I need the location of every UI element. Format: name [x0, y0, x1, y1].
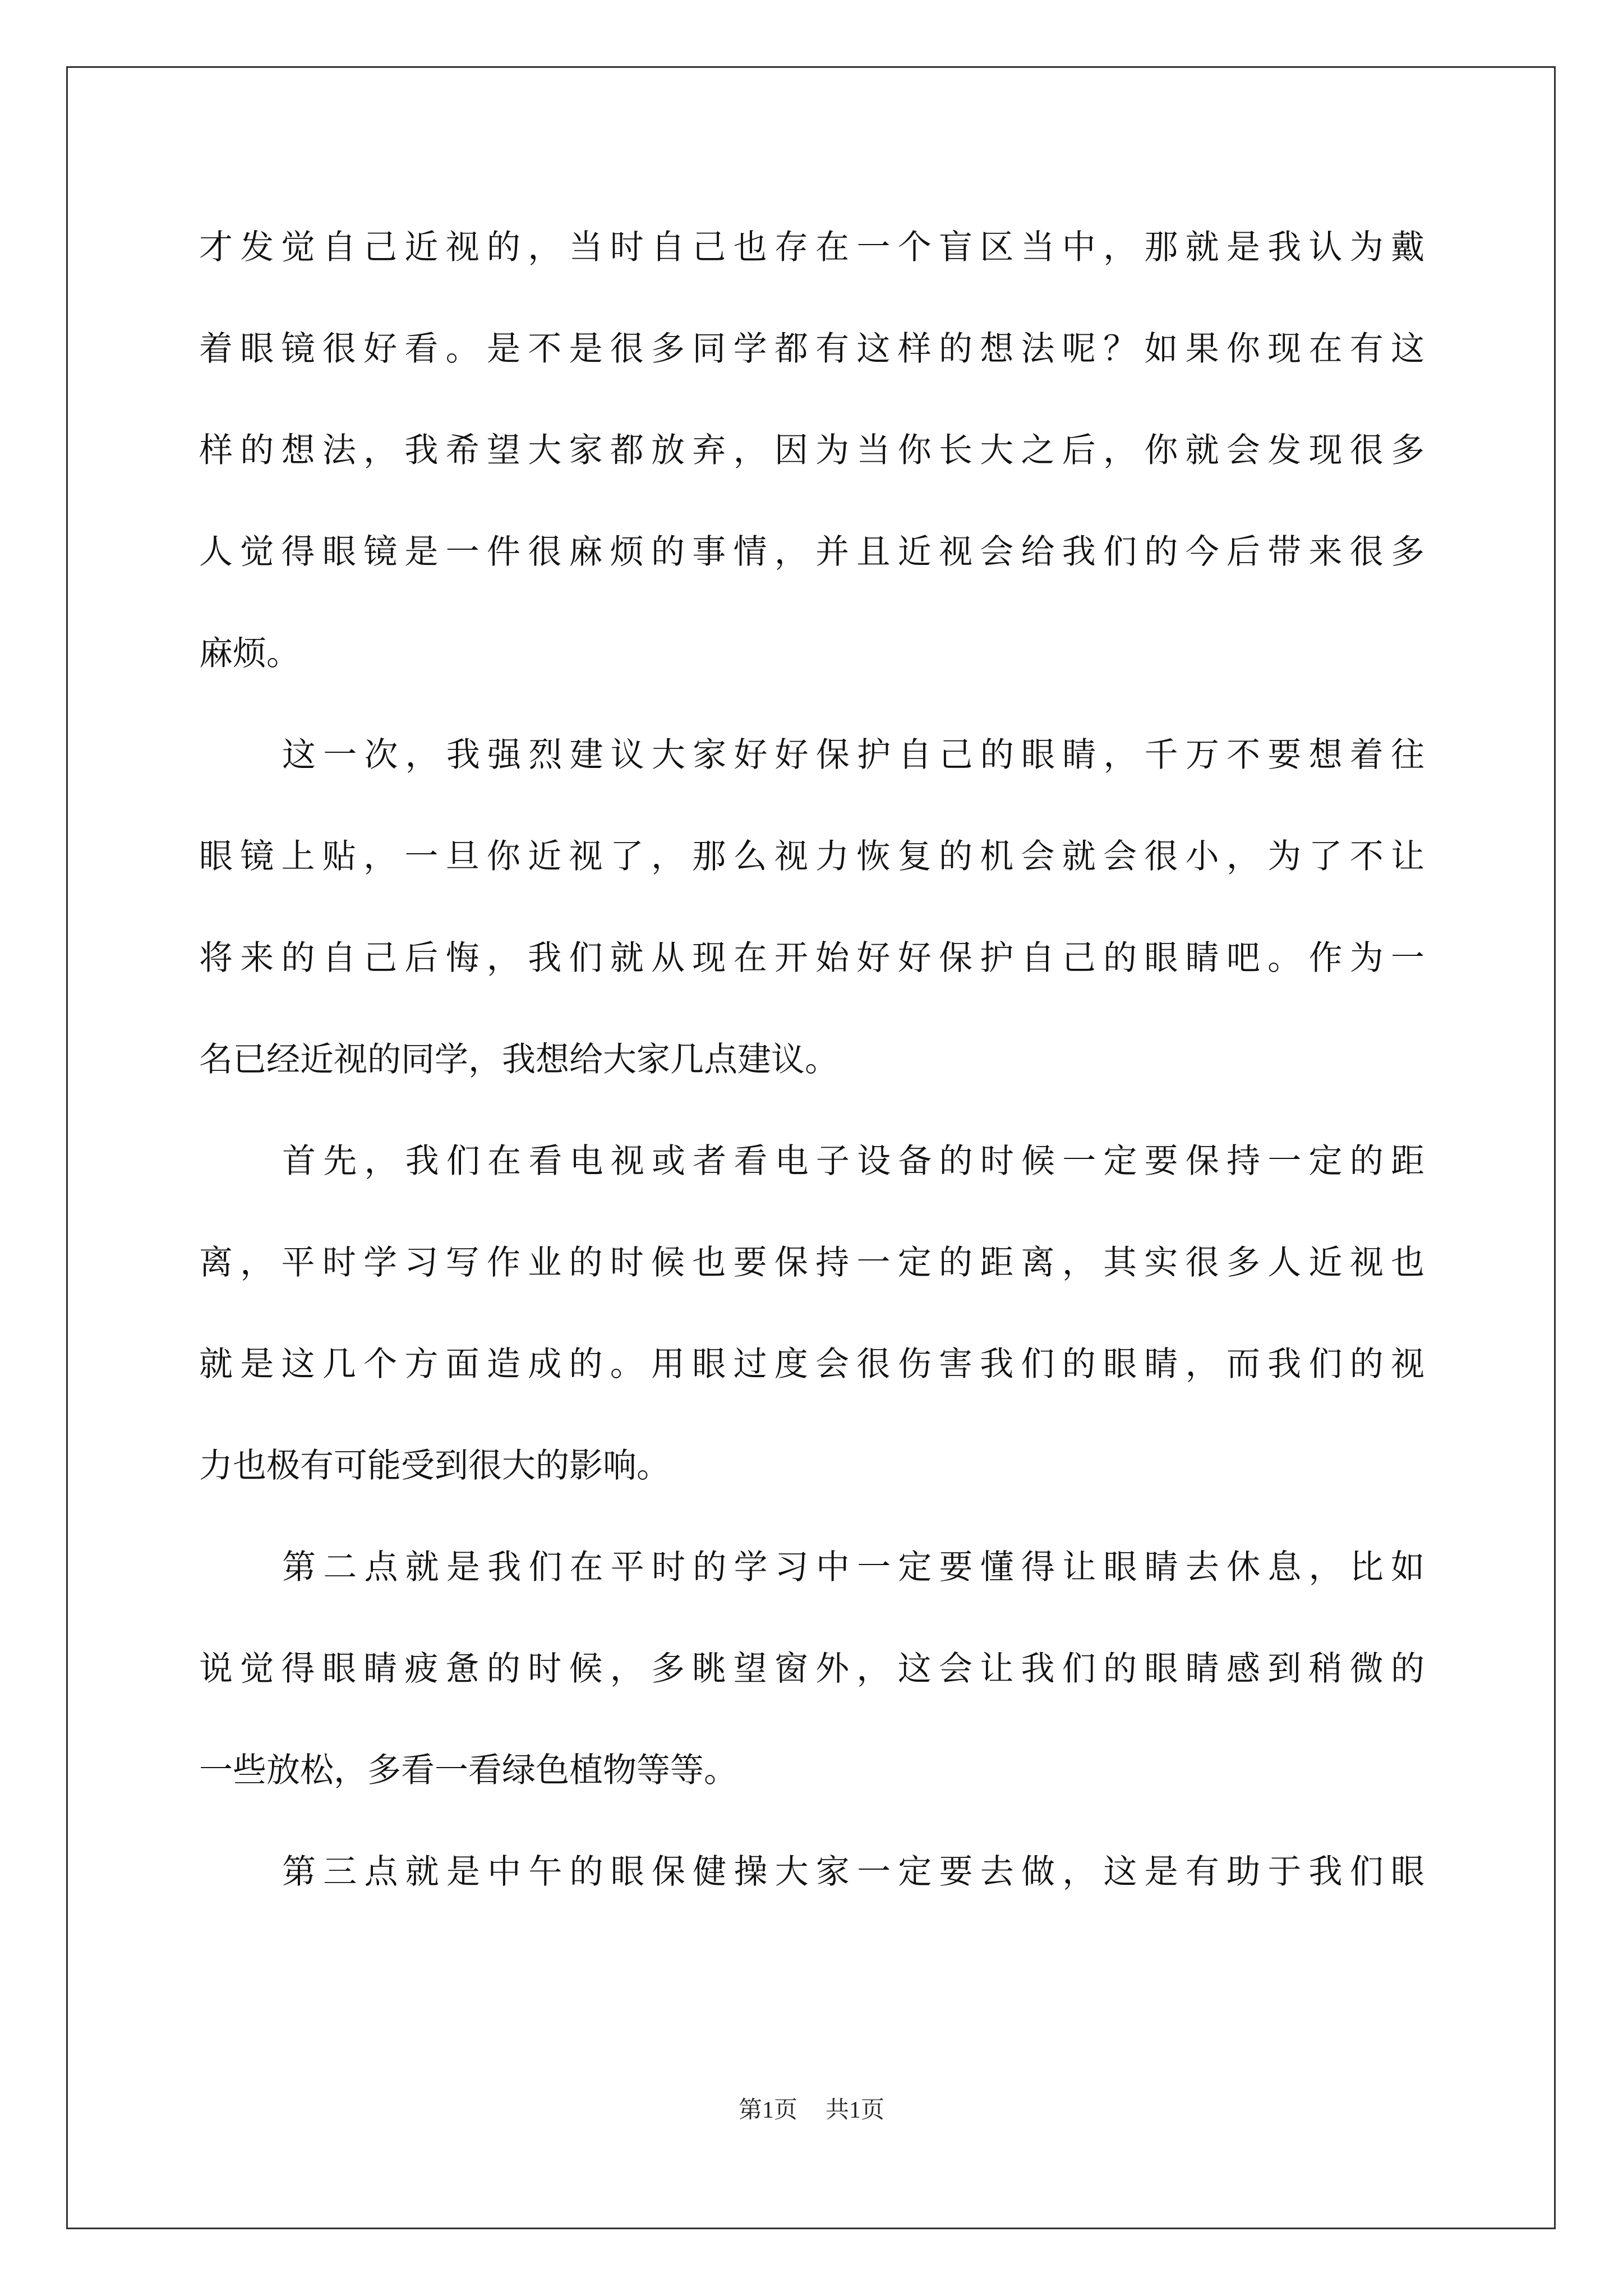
paragraph-line: 就是这几个方面造成的。用眼过度会很伤害我们的眼睛，而我们的视 [199, 1345, 1424, 1384]
paragraph-line: 首先，我们在看电视或者看电子设备的时候一定要保持一定的距 [282, 1142, 1424, 1181]
paragraph-5 [199, 1821, 1424, 1923]
paragraph-2 [199, 705, 1424, 1111]
paragraph-line: 一些放松，多看一看绿色植物等等。 [199, 1751, 737, 1790]
paragraph-line: 离，平时学习写作业的时候也要保持一定的距离，其实很多人近视也 [199, 1243, 1424, 1282]
page-number: 第1页 [738, 2097, 797, 2123]
paragraph-line: 人觉得眼镜是一件很麻烦的事情，并且近视会给我们的今后带来很多 [199, 532, 1424, 572]
paragraph-line: 力也极有可能受到很大的影响。 [199, 1446, 670, 1485]
paragraph-line: 样的想法，我希望大家都放弃，因为当你长大之后，你就会发现很多 [199, 431, 1424, 470]
page-footer [0, 2091, 1623, 2125]
paragraph-3 [199, 1111, 1424, 1517]
paragraph-1 [199, 197, 1424, 705]
paragraph-line: 才发觉自己近视的，当时自己也存在一个盲区当中，那就是我认为戴 [199, 228, 1424, 267]
document-body [199, 197, 1424, 1923]
paragraph-line: 麻烦。 [199, 634, 300, 673]
paragraph-line: 将来的自己后悔，我们就从现在开始好好保护自己的眼睛吧。作为一 [199, 938, 1424, 978]
paragraph-line: 着眼镜很好看。是不是很多同学都有这样的想法呢？如果你现在有这 [199, 329, 1424, 369]
paragraph-line: 第二点就是我们在平时的学习中一定要懂得让眼睛去休息，比如 [282, 1548, 1424, 1587]
paragraph-line: 这一次，我强烈建议大家好好保护自己的眼睛，千万不要想着往 [282, 735, 1424, 775]
paragraph-line: 眼镜上贴，一旦你近视了，那么视力恢复的机会就会很小，为了不让 [199, 837, 1424, 876]
page-total: 共1页 [826, 2097, 885, 2123]
paragraph-line: 说觉得眼睛疲惫的时候，多眺望窗外，这会让我们的眼睛感到稍微的 [199, 1649, 1424, 1688]
paragraph-line: 第三点就是中午的眼保健操大家一定要去做，这是有助于我们眼 [282, 1852, 1424, 1892]
paragraph-4 [199, 1517, 1424, 1821]
paragraph-line: 名已经近视的同学，我想给大家几点建议。 [199, 1040, 838, 1079]
